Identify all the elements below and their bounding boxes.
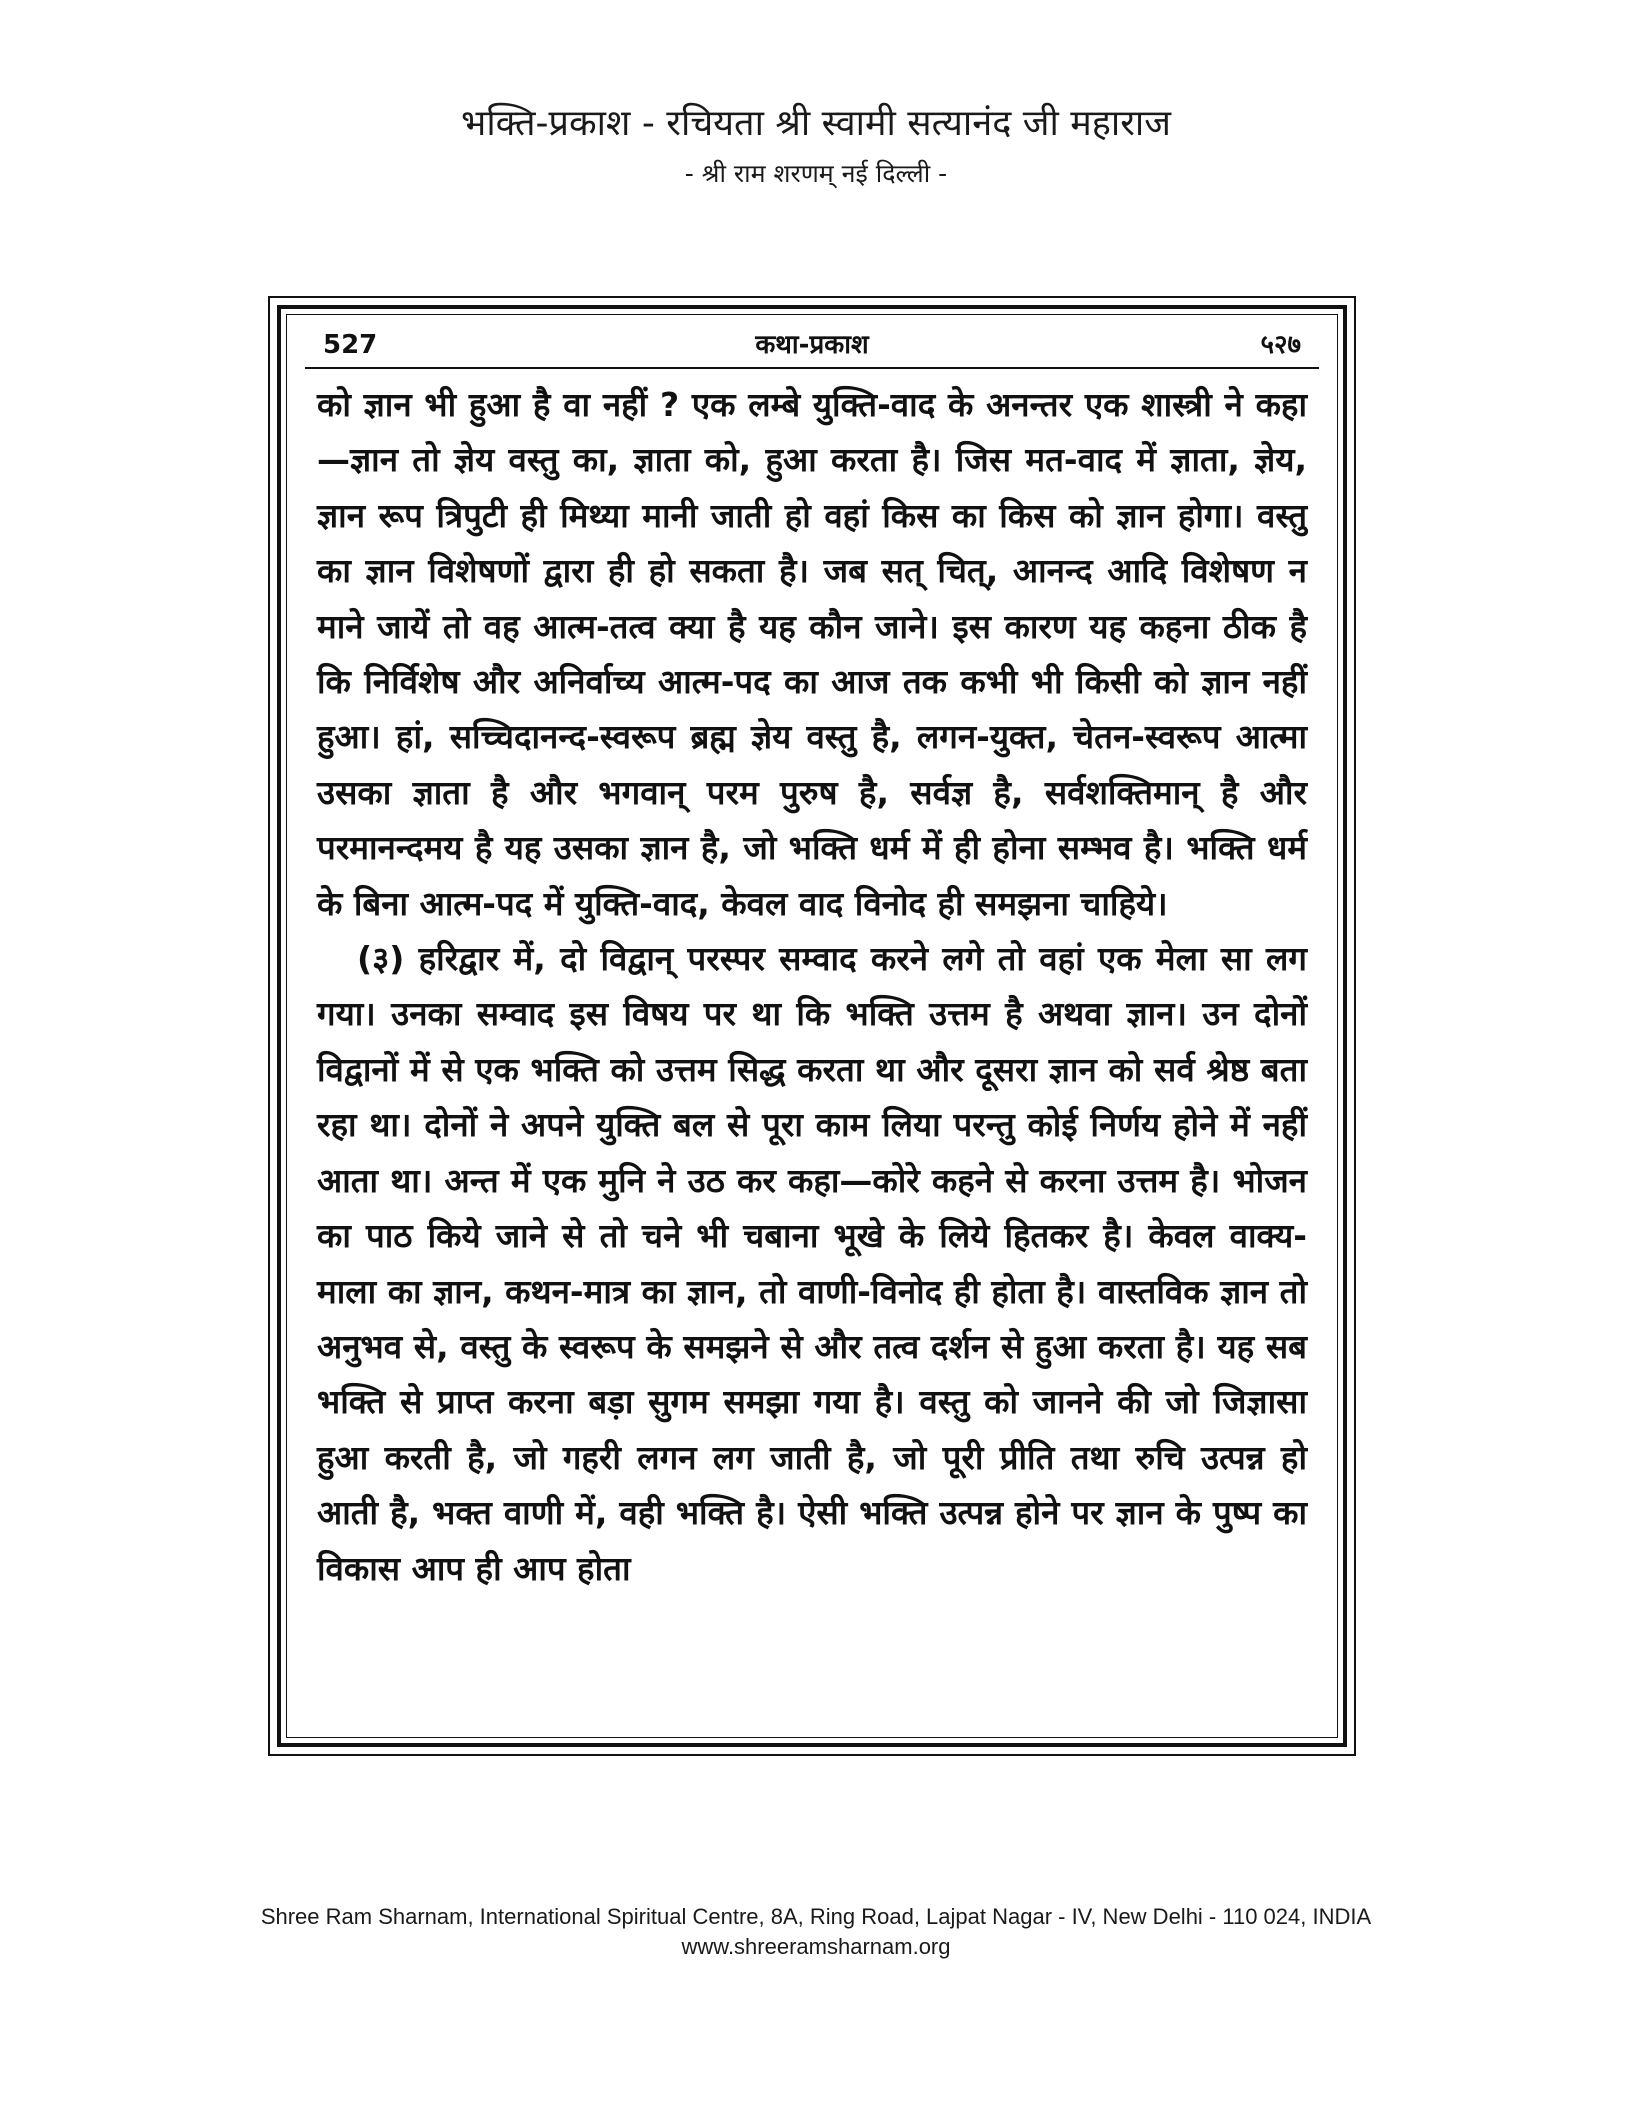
page-frame: [268, 296, 1356, 1756]
body-paragraph-2: (३) हरिद्वार में, दो विद्वान् परस्पर सम्वाद करने लगे तो वहां एक मेला सा लग गया। उनका सम्वाद इस विषय पर था कि भक्ति उत्तम है अथवा ज्ञान। उन दोनों विद्वानों में से एक भक्ति को उत्तम सिद्ध करता था और दूसरा ज्ञान को सर्व श्रेष्ठ बता रहा था। दोनों ने अपने युक्ति बल से पूरा काम लिया परन्तु कोई निर्णय होने में नहीं आता था। अन्त में एक मुनि ने उठ कर कहा—कोरे कहने से करना उत्तम है। भोजन का पाठ किये जाने से तो चने भी चबाना भूखे के लिये हितकर है। केवल वाक्य-माला का ज्ञान, कथन-मात्र का ज्ञान, तो वाणी-विनोद ही होता है। वास्तविक ज्ञान तो अनुभव से, वस्तु के स्वरूप के समझने से और तत्व दर्शन से हुआ करता है। यह सब भक्ति से प्राप्त करना बड़ा सुगम समझा गया है। वस्तु को जानने की जो जिज्ञासा हुआ करती है, जो गहरी लगन लग जाती है, जो पूरी प्रीति तथा रुचि उत्पन्न हो आती है, भक्त वाणी में, वही भक्ति है। ऐसी भक्ति उत्पन्न होने पर ज्ञान के पुष्प का विकास आप ही आप होता: [317, 939, 1307, 1588]
publisher-subtitle: - श्री राम शरणम् नई दिल्ली -: [684, 159, 948, 188]
page-number-latin: 527: [323, 330, 378, 360]
footer-address: Shree Ram Sharnam, International Spiritual Centre, 8A, Ring Road, Lajpat Nagar - IV, New Delhi - 110 024, INDIA: [260, 1904, 1372, 1929]
page-frame-innermost-border: [286, 314, 1338, 1738]
document-footer: [0, 1902, 1632, 1962]
body-paragraph-1: को ज्ञान भी हुआ है वा नहीं ? एक लम्बे युक्ति-वाद के अनन्तर एक शास्त्री ने कहा—ज्ञान तो ज्ञेय वस्तु का, ज्ञाता को, हुआ करता है। जिस मत-वाद में ज्ञाता, ज्ञेय, ज्ञान रूप त्रिपुटी ही मिथ्या मानी जाती हो वहां किस का किस को ज्ञान होगा। वस्तु का ज्ञान विशेषणों द्वारा ही हो सकता है। जब सत् चित्, आनन्द आदि विशेषण न माने जायें तो वह आत्म-तत्व क्या है यह कौन जाने। इस कारण यह कहना ठीक है कि निर्विशेष और अनिर्वाच्य आत्म-पद का आज तक कभी भी किसी को ज्ञान नहीं हुआ। हां, सच्चिदानन्द-स्वरूप ब्रह्म ज्ञेय वस्तु है, लगन-युक्त, चेतन-स्वरूप आत्मा उसका ज्ञाता है और भगवान् परम पुरुष है, सर्वज्ञ है, सर्वशक्तिमान् है और परमानन्दमय है यह उसका ज्ञान है, जो भक्ति धर्म में ही होना सम्भव है। भक्ति धर्म के बिना आत्म-पद में युक्ति-वाद, केवल वाद विनोद ही समझना चाहिये।: [317, 385, 1307, 923]
page-body: [317, 377, 1307, 1596]
page-number-devanagari: ५२७: [1260, 330, 1301, 360]
running-title: कथा-प्रकाश: [755, 330, 869, 360]
header-divider: [305, 367, 1319, 369]
book-title: भक्ति-प्रकाश - रचियता श्री स्वामी सत्यानंद जी महाराज: [461, 103, 1171, 144]
page-frame-inner-border: [277, 305, 1347, 1747]
running-header: [317, 327, 1307, 363]
document-header: [0, 100, 1632, 192]
footer-website[interactable]: www.shreeramsharnam.org: [681, 1934, 951, 1959]
